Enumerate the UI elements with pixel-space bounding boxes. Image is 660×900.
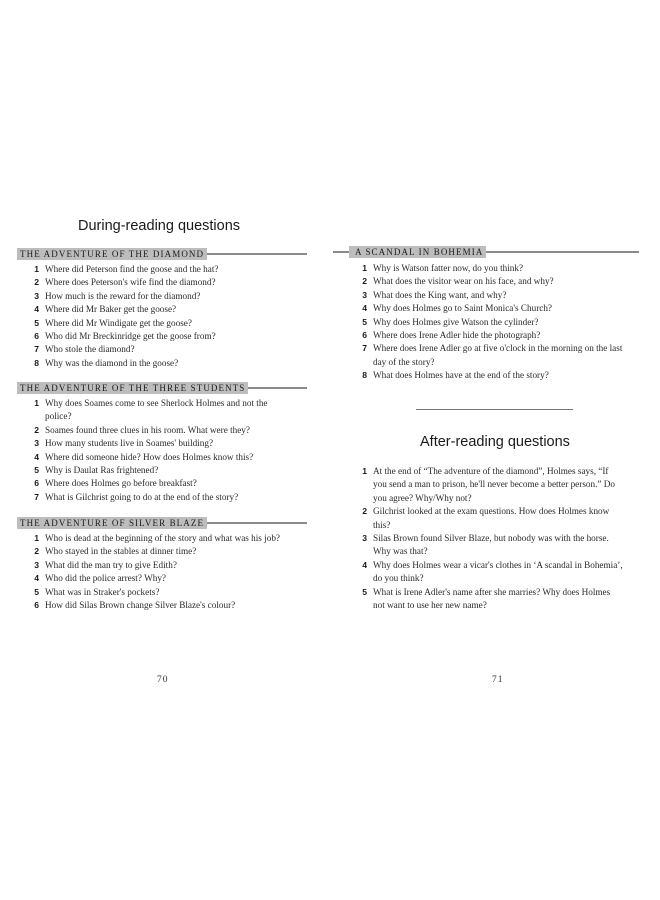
question-text: What was in Straker's pockets? bbox=[45, 586, 160, 597]
question-text: Where did Peterson find the goose and the hat? bbox=[45, 264, 219, 274]
question-number: 3 bbox=[34, 290, 39, 301]
question-item bbox=[345, 302, 623, 315]
question-item bbox=[345, 559, 623, 586]
question-number: 6 bbox=[34, 331, 39, 342]
question-item bbox=[17, 572, 283, 585]
question-item bbox=[17, 532, 283, 545]
question-number: 3 bbox=[362, 533, 367, 544]
question-number: 3 bbox=[362, 289, 367, 300]
question-item bbox=[17, 464, 283, 477]
during-reading-heading: During-reading questions bbox=[78, 218, 241, 234]
question-number: 1 bbox=[34, 264, 39, 274]
question-list bbox=[345, 262, 623, 383]
page-number: 70 bbox=[157, 675, 169, 685]
question-number: 6 bbox=[362, 330, 367, 341]
question-number: 5 bbox=[34, 586, 39, 597]
question-item bbox=[345, 505, 623, 532]
question-item bbox=[17, 477, 283, 490]
question-number: 2 bbox=[34, 546, 39, 557]
section-title-bar bbox=[17, 248, 307, 260]
question-number: 8 bbox=[362, 370, 367, 381]
question-text: What is Gilchrist going to do at the end of the story? bbox=[45, 491, 239, 502]
question-text: What does Holmes have at the end of the story? bbox=[373, 370, 549, 381]
question-text: How much is the reward for the diamond? bbox=[45, 290, 201, 301]
question-number: 6 bbox=[34, 478, 39, 489]
question-number: 8 bbox=[34, 357, 39, 368]
question-text: Where did Mr Baker get the goose? bbox=[45, 304, 177, 315]
question-text: Why is Daulat Ras frightened? bbox=[45, 465, 159, 476]
section-title: THE ADVENTURE OF THE THREE STUDENTS bbox=[17, 382, 248, 394]
question-number: 4 bbox=[34, 573, 39, 584]
question-number: 1 bbox=[34, 398, 39, 408]
question-item bbox=[17, 451, 283, 464]
question-item bbox=[17, 586, 283, 599]
question-item bbox=[17, 290, 307, 303]
question-item bbox=[345, 275, 623, 288]
question-text: Why does Soames come to see Sherlock Holmes and not the police? bbox=[45, 398, 268, 422]
question-item bbox=[17, 559, 283, 572]
section-title: THE ADVENTURE OF SILVER BLAZE bbox=[17, 517, 207, 529]
question-text: How many students live in Soames' building? bbox=[45, 438, 214, 449]
question-item bbox=[345, 316, 623, 329]
section-title-bar bbox=[333, 246, 639, 258]
question-text: What does the King want, and why? bbox=[373, 289, 507, 300]
question-number: 4 bbox=[34, 451, 39, 462]
question-text: Where did Mr Windigate get the goose? bbox=[45, 317, 192, 328]
question-text: Why was the diamond in the goose? bbox=[45, 357, 179, 368]
question-number: 2 bbox=[362, 276, 367, 287]
question-item bbox=[345, 342, 623, 369]
question-list bbox=[17, 397, 283, 504]
question-item bbox=[17, 317, 307, 330]
question-item bbox=[345, 329, 623, 342]
question-item bbox=[17, 357, 307, 370]
question-item bbox=[17, 491, 283, 504]
question-item bbox=[345, 289, 623, 302]
page-number: 71 bbox=[492, 675, 504, 685]
question-number: 5 bbox=[362, 316, 367, 327]
section-title: THE ADVENTURE OF THE DIAMOND bbox=[17, 248, 207, 260]
question-item bbox=[17, 545, 283, 558]
question-item bbox=[17, 303, 307, 316]
question-number: 1 bbox=[362, 263, 367, 273]
right-page bbox=[330, 0, 660, 900]
question-number: 7 bbox=[34, 344, 39, 355]
after-question-list bbox=[345, 465, 623, 612]
question-text: Why does Holmes give Watson the cylinder? bbox=[373, 316, 539, 327]
question-list bbox=[17, 532, 283, 612]
question-text: Where does Irene Adler go at five o'clock in the morning on the last day of the story? bbox=[373, 343, 623, 367]
question-text: Why is Watson fatter now, do you think? bbox=[373, 263, 524, 273]
section-three-students bbox=[17, 382, 307, 504]
question-text: What is Irene Adler's name after she marries? Why does Holmes not want to use her new name? bbox=[373, 586, 611, 611]
section-title-bar bbox=[17, 517, 307, 529]
question-text: At the end of “The adventure of the diamond”, Holmes says, “If you send a man to prison, he'll never become a better person.” Do you agree? Why/Why not? bbox=[373, 466, 615, 503]
question-item bbox=[17, 397, 283, 424]
question-item bbox=[345, 369, 623, 382]
question-text: Who stayed in the stables at dinner time? bbox=[45, 546, 197, 557]
question-number: 5 bbox=[362, 586, 367, 597]
question-number: 2 bbox=[34, 277, 39, 288]
question-text: Where does Irene Adler hide the photograph? bbox=[373, 330, 541, 341]
section-silver-blaze bbox=[17, 517, 307, 612]
question-text: How did Silas Brown change Silver Blaze's colour? bbox=[45, 600, 236, 611]
section-scandal-bohemia bbox=[333, 246, 639, 383]
question-number: 4 bbox=[34, 304, 39, 315]
question-item bbox=[17, 424, 283, 437]
question-item bbox=[17, 330, 307, 343]
question-text: Soames found three clues in his room. What were they? bbox=[45, 424, 250, 435]
question-number: 7 bbox=[362, 343, 367, 354]
question-list bbox=[17, 263, 307, 370]
question-text: Where did someone hide? How does Holmes know this? bbox=[45, 451, 254, 462]
question-item bbox=[345, 586, 623, 613]
question-item bbox=[17, 599, 283, 612]
question-number: 5 bbox=[34, 465, 39, 476]
question-number: 7 bbox=[34, 491, 39, 502]
question-text: Silas Brown found Silver Blaze, but nobody was with the horse. Why was that? bbox=[373, 533, 609, 557]
question-text: Who is dead at the beginning of the story and what was his job? bbox=[45, 533, 280, 543]
after-reading-heading: After-reading questions bbox=[420, 434, 570, 450]
question-text: Who did Mr Breckinridge get the goose from? bbox=[45, 331, 216, 342]
divider-rule bbox=[416, 409, 573, 410]
question-item bbox=[345, 262, 623, 275]
question-number: 1 bbox=[362, 466, 367, 476]
question-item bbox=[17, 276, 307, 289]
question-number: 6 bbox=[34, 600, 39, 611]
question-text: Why does Holmes go to Saint Monica's Church? bbox=[373, 303, 552, 314]
question-item bbox=[345, 465, 623, 505]
question-number: 3 bbox=[34, 438, 39, 449]
question-text: Where does Holmes go before breakfast? bbox=[45, 478, 197, 489]
question-text: Where does Peterson's wife find the diamond? bbox=[45, 277, 216, 288]
question-number: 4 bbox=[362, 303, 367, 314]
question-text: Who did the police arrest? Why? bbox=[45, 573, 167, 584]
question-number: 2 bbox=[362, 506, 367, 517]
question-number: 1 bbox=[34, 533, 39, 543]
question-number: 2 bbox=[34, 424, 39, 435]
question-text: What does the visitor wear on his face, and why? bbox=[373, 276, 554, 287]
question-text: What did the man try to give Edith? bbox=[45, 559, 177, 570]
question-item bbox=[345, 532, 623, 559]
question-text: Why does Holmes wear a vicar's clothes in ‘A scandal in Bohemia’, do you think? bbox=[373, 559, 623, 584]
section-diamond bbox=[17, 248, 307, 370]
question-number: 3 bbox=[34, 559, 39, 570]
section-title: A SCANDAL IN BOHEMIA bbox=[349, 246, 486, 258]
section-title-bar bbox=[17, 382, 307, 394]
question-number: 5 bbox=[34, 317, 39, 328]
question-number: 4 bbox=[362, 559, 367, 570]
question-item bbox=[17, 343, 307, 356]
question-text: Gilchrist looked at the exam questions. How does Holmes know this? bbox=[373, 506, 610, 530]
question-text: Who stole the diamond? bbox=[45, 344, 135, 355]
question-item bbox=[17, 437, 283, 450]
question-item bbox=[17, 263, 307, 276]
